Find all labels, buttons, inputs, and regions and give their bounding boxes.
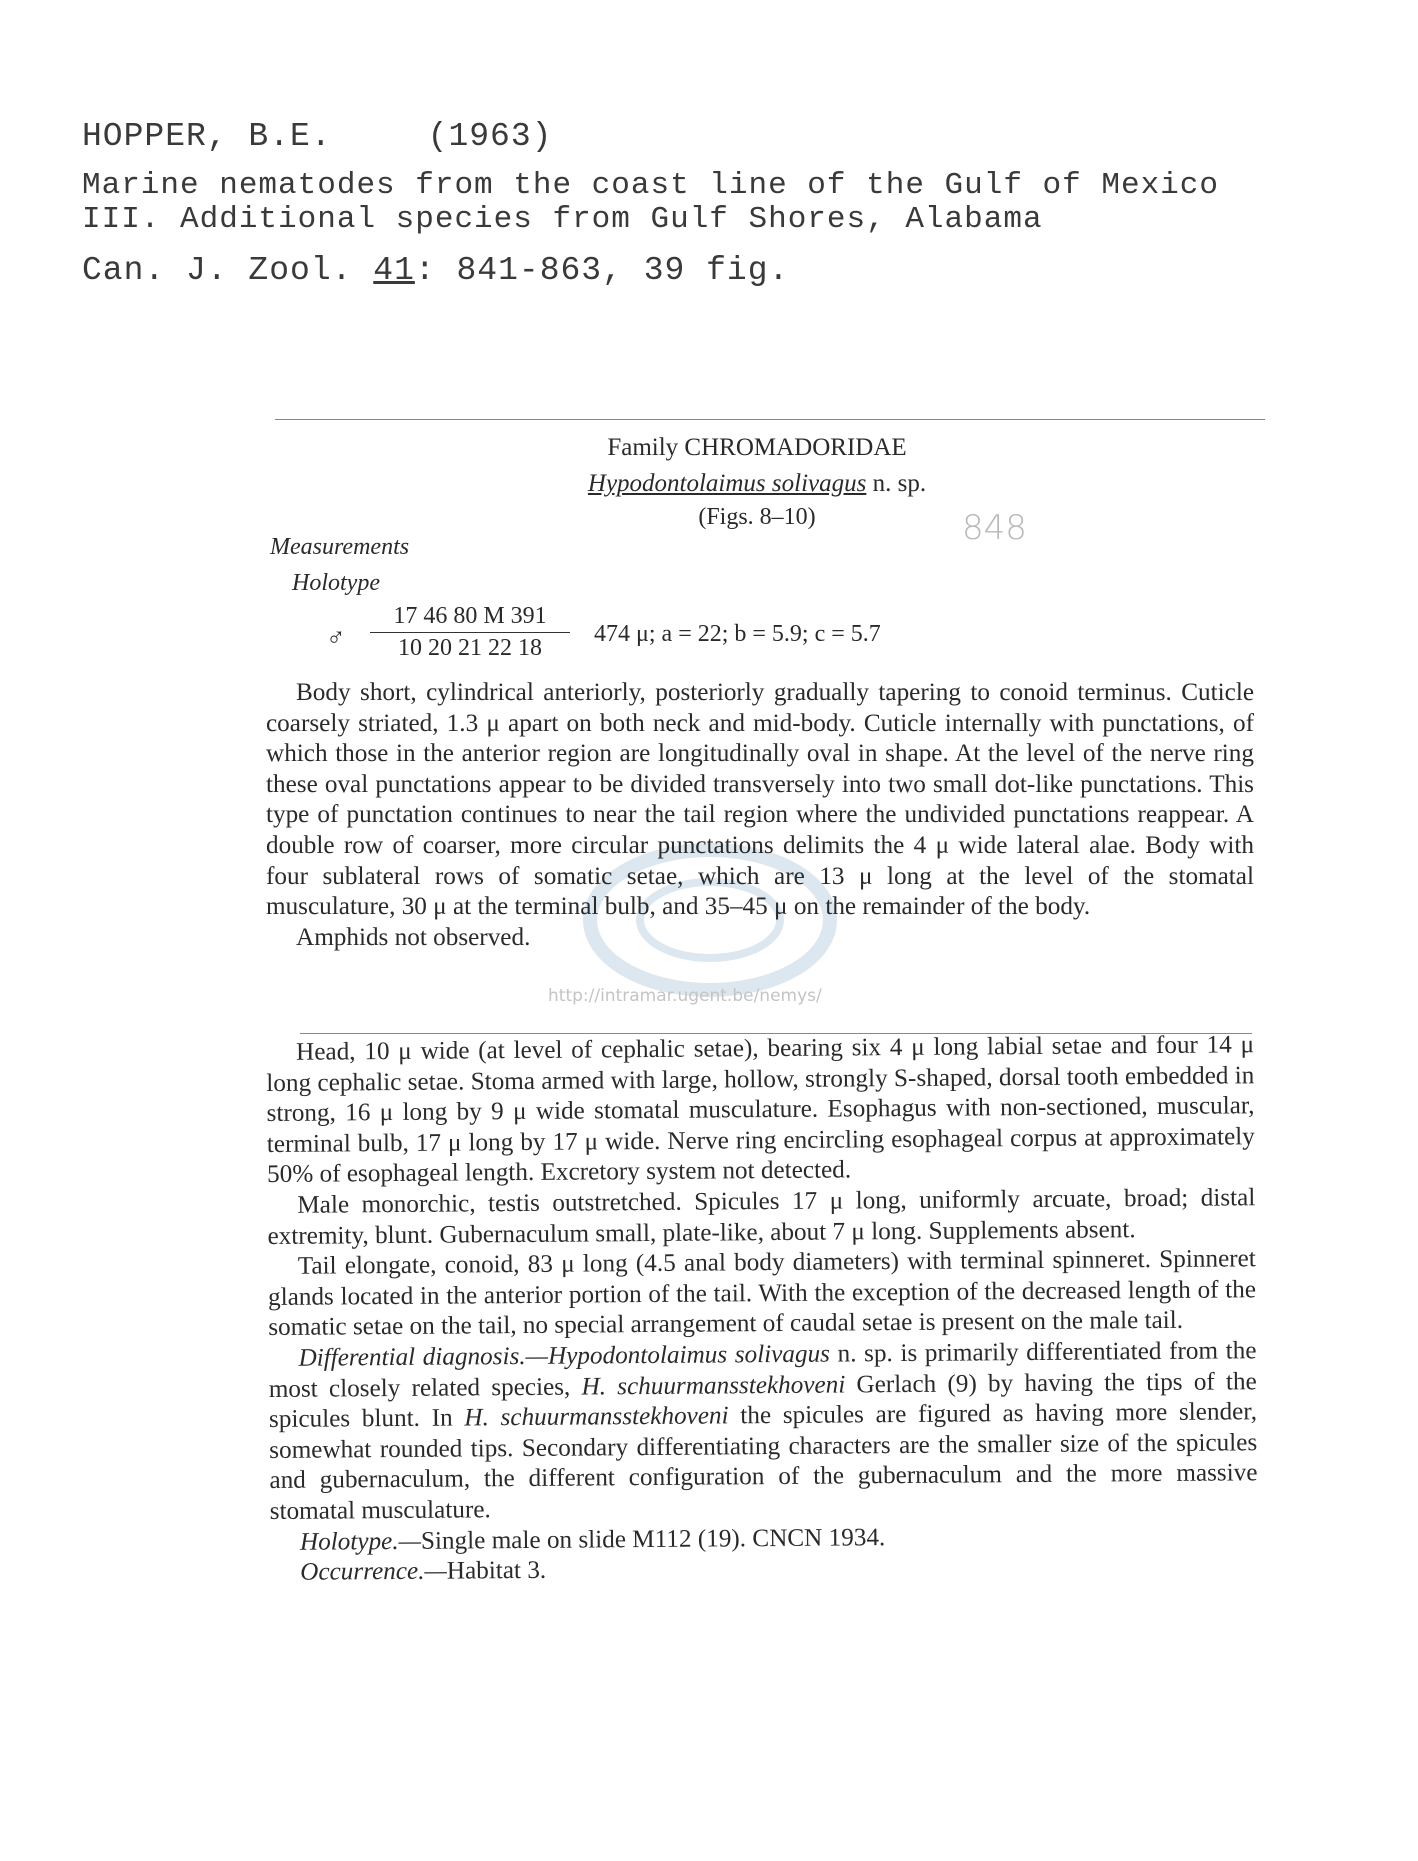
formula-numerator: 17 46 80 M 391 xyxy=(370,603,570,633)
reference-pages: : 841-863, 39 fig. xyxy=(414,252,790,289)
description-part1 xyxy=(266,678,1254,953)
occurrence-text: Habitat 3. xyxy=(446,1556,547,1585)
handwritten-number: 848 xyxy=(962,508,1027,548)
reference-author: HOPPER, B.E. xyxy=(82,118,332,155)
description-part2 xyxy=(266,1030,1258,1588)
formula-ratios: 474 μ; a = 22; b = 5.9; c = 5.7 xyxy=(594,621,881,647)
body-paragraph: Body short, cylindrical anteriorly, posteriorly gradually tapering to conoid terminus. Cuticle coarsely striated, 1.3 μ apart on both neck and mid-body. Cuticle internally with punctations, of which those in the anterior region are longitudinally oval in shape. At the level of the nerve ring these oval punctations appear to be divided transversely into two small dot-like punctations. This type of punctation continues to near the tail region where the undivided punctations reappear. A double row of coarser, more circular punctations delimits the 4 μ wide lateral alae. Body with four sublateral rows of somatic setae, which are 13 μ long at the level of the stomatal musculature, 30 μ at the terminal bulb, and 35–45 μ on the remainder of the body. xyxy=(266,679,1254,921)
watermark-url: http://intramar.ugent.be/nemys/ xyxy=(548,986,822,1006)
reference-title-line2: III. Additional species from Gulf Shores, Alabama xyxy=(82,202,1043,237)
tail-paragraph: Tail elongate, conoid, 83 μ long (4.5 anal body diameters) with terminal spinneret. Spinneret glands located in the anterior portion of the tail. With the exception of the decreased length of the somatic setae on the tail, no special arrangement of caudal setae is present on the male tail. xyxy=(267,1245,1257,1342)
head-paragraph: Head, 10 μ wide (at level of cephalic setae), bearing six 4 μ long labial setae and four 14 μ long cephalic setae. Stoma armed with large, hollow, strongly S-shaped, dorsal tooth embedded in strong, 16 μ long by 9 μ wide stomatal musculature. Esophagus with non-sectioned, muscular, terminal bulb, 17 μ long by 17 μ wide. Nerve ring encircling esophageal corpus at approximately 50% of esophageal length. Excretory system not detected. xyxy=(266,1031,1255,1189)
species-name: Hypodontolaimus solivagus xyxy=(587,470,867,497)
reference-author-year xyxy=(82,118,552,155)
amphids-paragraph: Amphids not observed. xyxy=(296,923,531,951)
reference-volume: 41 xyxy=(373,252,415,289)
figures-reference: (Figs. 8–10) xyxy=(698,504,816,530)
formula-fraction xyxy=(370,603,570,662)
diagnosis-text2: Gerlach (9) by having the tips of the spicules blunt. In xyxy=(268,1367,1257,1434)
top-divider xyxy=(275,419,1265,420)
family-heading: Family CHROMADORIDAE xyxy=(607,434,907,461)
occurrence-label: Occurrence.— xyxy=(300,1557,447,1586)
reference-citation xyxy=(82,252,789,289)
diagnosis-label: Differential diagnosis.— xyxy=(298,1342,549,1372)
holotype-label-text: Holotype.— xyxy=(299,1527,422,1556)
diagnosis-species: Hypodontolaimus solivagus xyxy=(547,1340,831,1370)
diagnosis-text3: the spicules are figured as having more slender, somewhat rounded tips. Secondary differentiating characters are the smaller size of the spicules and gubernaculum, the different configuration of the gubernaculum and the more massive stomatal musculature. xyxy=(269,1398,1258,1525)
male-paragraph: Male monorchic, testis outstretched. Spicules 17 μ long, uniformly arcuate, broad; distal extremity, blunt. Gubernaculum small, plate-like, about 7 μ long. Supplements absent. xyxy=(267,1184,1256,1250)
holotype-label: Holotype xyxy=(292,570,380,596)
occurrence-paragraph xyxy=(270,1550,1258,1588)
formula-denominator: 10 20 21 22 18 xyxy=(398,635,542,661)
male-symbol: ♂ xyxy=(326,623,346,652)
species-suffix: n. sp. xyxy=(866,470,927,497)
holotype-text: Single male on slide M112 (19). CNCN 1934. xyxy=(420,1523,886,1555)
reference-journal: Can. J. Zool. xyxy=(82,252,353,289)
reference-title-line1: Marine nematodes from the coast line of the Gulf of Mexico xyxy=(82,168,1219,203)
diagnosis-paragraph xyxy=(268,1336,1257,1527)
diagnosis-text1: n. sp. is primarily differentiated from the most closely related species, xyxy=(268,1337,1257,1403)
reference-year: (1963) xyxy=(427,118,553,155)
diagnosis-species3: H. schuurmansstekhoveni xyxy=(464,1402,729,1432)
measurements-label: Measurements xyxy=(270,534,410,560)
species-heading xyxy=(48,470,1418,498)
diagnosis-species2: H. schuurmansstekhoveni xyxy=(581,1370,846,1401)
